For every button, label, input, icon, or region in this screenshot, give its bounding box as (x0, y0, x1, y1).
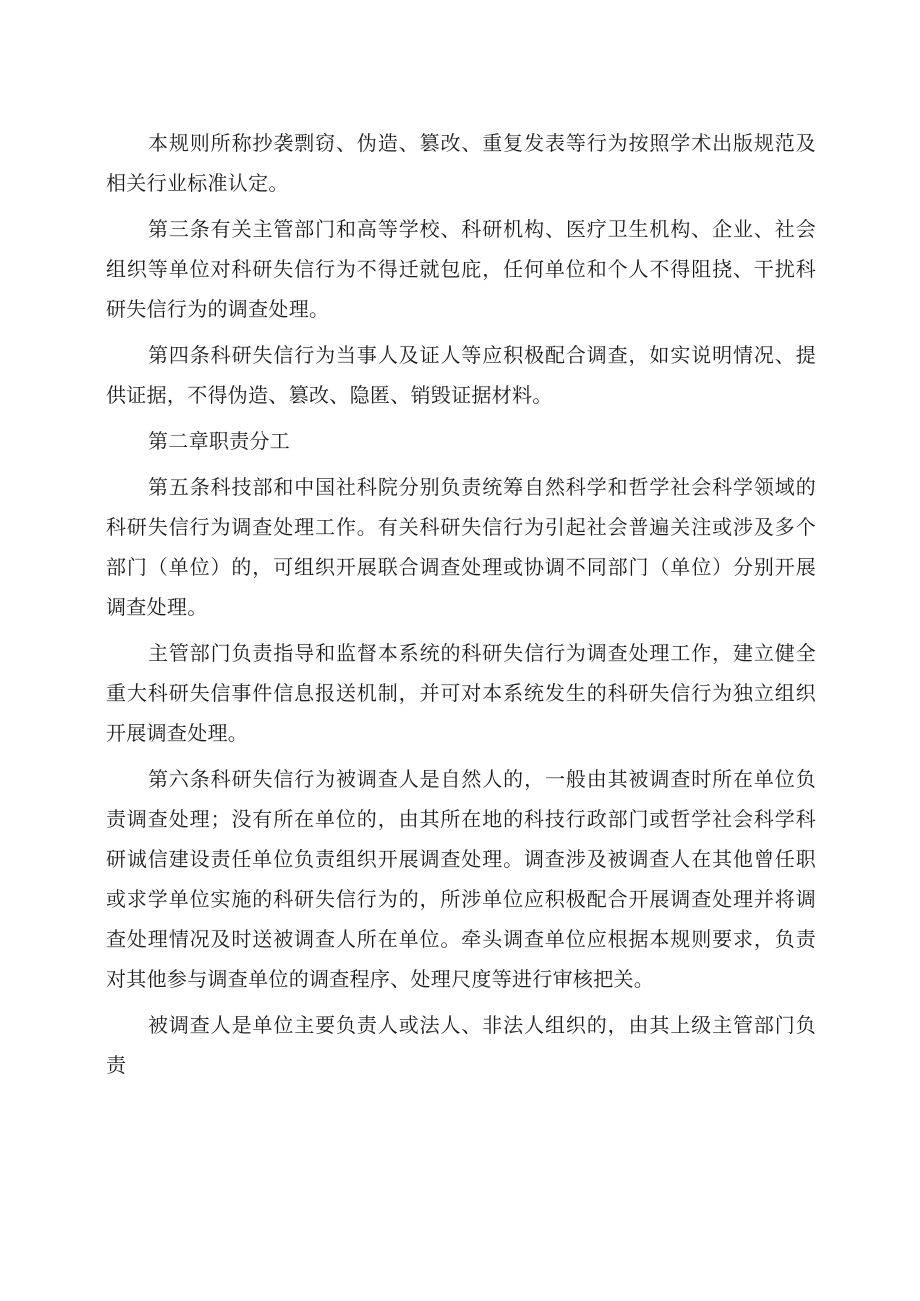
paragraph-definition-note: 本规则所称抄袭剽窃、伪造、篡改、重复发表等行为按照学术出版规范及相关行业标准认定。 (106, 131, 816, 195)
paragraph-organization-subject: 被调查人是单位主要负责人或法人、非法人组织的，由其上级主管部门负责 (106, 1013, 816, 1077)
document-body (106, 123, 816, 1091)
chapter-heading: 第二章职责分工 (148, 429, 291, 453)
paragraph-article-4: 第四条科研失信行为当事人及证人等应积极配合调查，如实说明情况、提供证据，不得伪造、篡改、隐匿、销毁证据材料。 (106, 343, 816, 407)
paragraph-article-6: 第六条科研失信行为被调查人是自然人的，一般由其被调查时所在单位负责调查处理；没有所在单位的，由其所在地的科技行政部门或哲学社会科学科研诚信建设责任单位负责组织开展调查处理。调查涉及被调查人在其他曾任职或求学单位实施的科研失信行为的，所涉单位应积极配合开展调查处理并将调查处理情况及时送被调查人所在单位。牵头调查单位应根据本规则要求，负责对其他参与调查单位的调查程序、处理尺度等进行审核把关。 (106, 767, 816, 991)
paragraph-article-5: 第五条科技部和中国社科院分别负责统筹自然科学和哲学社会科学领域的科研失信行为调查处理工作。有关科研失信行为引起社会普遍关注或涉及多个部门（单位）的，可组织开展联合调查处理或协调不同部门（单位）分别开展调查处理。 (106, 475, 816, 619)
paragraph-article-3: 第三条有关主管部门和高等学校、科研机构、医疗卫生机构、企业、社会组织等单位对科研失信行为不得迁就包庇，任何单位和个人不得阻挠、干扰科研失信行为的调查处理。 (106, 217, 816, 321)
paragraph-supervision: 主管部门负责指导和监督本系统的科研失信行为调查处理工作，建立健全重大科研失信事件信息报送机制，并可对本系统发生的科研失信行为独立组织开展调查处理。 (106, 641, 816, 745)
